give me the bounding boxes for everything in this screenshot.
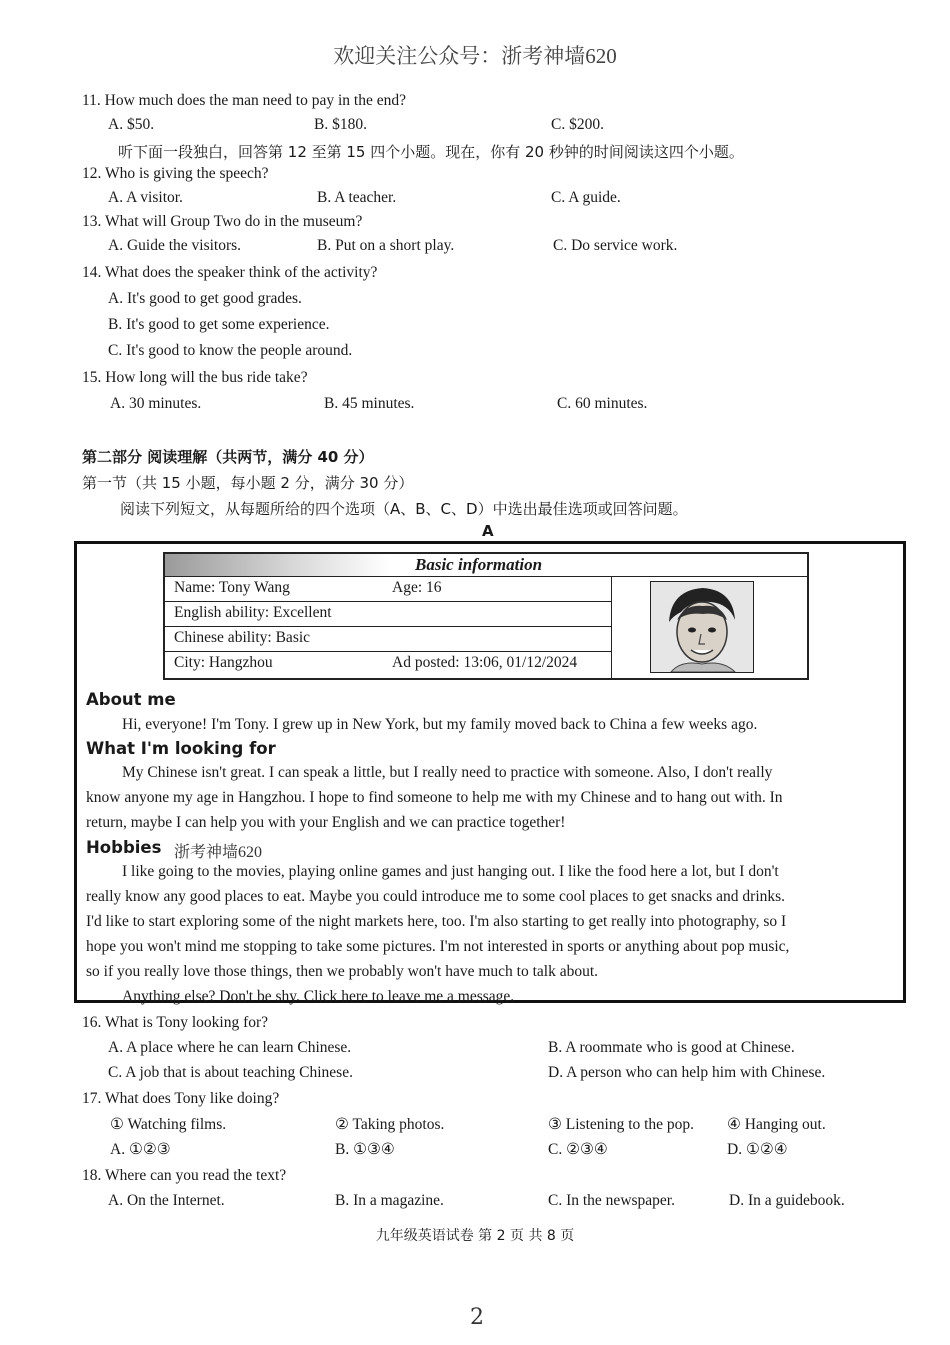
q17-item-4: ④ Hanging out. xyxy=(727,1116,826,1133)
name-field: Name: Tony Wang xyxy=(174,579,290,596)
question-12: 12. Who is giving the speech? xyxy=(82,165,269,182)
header-watermark: 欢迎关注公众号：浙考神墙620 xyxy=(333,44,617,68)
hobbies-line-5: so if you really love those things, then we probably won't have much to talk about. xyxy=(86,963,599,980)
q15-option-c: C. 60 minutes. xyxy=(557,395,648,412)
chinese-ability: Chinese ability: Basic xyxy=(174,629,311,646)
looking-for-line-1: My Chinese isn't great. I can speak a little, but I really need to practice with someone. Also, I don't really xyxy=(122,764,773,781)
basic-info-table xyxy=(163,552,809,680)
q15-option-a: A. 30 minutes. xyxy=(110,395,202,412)
age-field: Age: 16 xyxy=(392,579,442,596)
q11-option-c: C. $200. xyxy=(551,116,604,133)
looking-for-line-3: return, maybe I can help you with your English and we can practice together! xyxy=(86,814,566,831)
q13-option-a: A. Guide the visitors. xyxy=(108,237,242,254)
page-footer: 九年级英语试卷 第 2 页 共 8 页 xyxy=(375,1228,575,1244)
q17-item-2: ② Taking photos. xyxy=(335,1116,445,1133)
question-11: 11. How much does the man need to pay in the end? xyxy=(82,92,406,109)
portrait-image xyxy=(651,582,753,672)
q14-option-b: B. It's good to get some experience. xyxy=(108,316,330,333)
looking-for-line-2: know anyone my age in Hangzhou. I hope to find someone to help me with my Chinese and to hang out with. In xyxy=(86,789,783,806)
passage-label: A xyxy=(482,522,494,540)
hobbies-line-2: really know any good places to eat. Maybe you could introduce me to some cool places to get snacks and drinks. xyxy=(86,888,786,905)
question-14: 14. What does the speaker think of the activity? xyxy=(82,264,378,281)
q16-option-a: A. A place where he can learn Chinese. xyxy=(108,1039,352,1056)
q11-option-b: B. $180. xyxy=(314,116,367,133)
table-header xyxy=(165,554,807,577)
q16-option-d: D. A person who can help him with Chinese. xyxy=(548,1064,826,1081)
q12-option-b: B. A teacher. xyxy=(317,189,397,206)
question-13: 13. What will Group Two do in the museum? xyxy=(82,213,363,230)
q18-option-c: C. In the newspaper. xyxy=(548,1192,675,1209)
q14-option-a: A. It's good to get good grades. xyxy=(108,290,302,307)
q18-option-b: B. In a magazine. xyxy=(335,1192,444,1209)
q15-option-b: B. 45 minutes. xyxy=(324,395,415,412)
profile-photo xyxy=(650,581,754,673)
q17-option-d: D. ①②④ xyxy=(727,1141,788,1158)
hobbies-line-1: I like going to the movies, playing online games and just hanging out. I like the food here a lot, but I don't xyxy=(122,863,779,880)
looking-for-heading: What I'm looking for xyxy=(86,739,276,758)
table-title: Basic information xyxy=(415,555,543,574)
q17-item-1: ① Watching films. xyxy=(110,1116,227,1133)
q16-option-c: C. A job that is about teaching Chinese. xyxy=(108,1064,353,1081)
question-16: 16. What is Tony looking for? xyxy=(82,1014,269,1031)
q17-option-c: C. ②③④ xyxy=(548,1141,608,1158)
q17-option-b: B. ①③④ xyxy=(335,1141,395,1158)
about-me-text: Hi, everyone! I'm Tony. I grew up in New York, but my family moved back to China a few weeks ago. xyxy=(122,716,758,733)
question-17: 17. What does Tony like doing? xyxy=(82,1090,280,1107)
table-row xyxy=(165,651,611,676)
q12-option-a: A. A visitor. xyxy=(108,189,183,206)
question-15: 15. How long will the bus ride take? xyxy=(82,369,308,386)
q16-option-b: B. A roommate who is good at Chinese. xyxy=(548,1039,795,1056)
table-row xyxy=(165,601,611,627)
q12-option-c: C. A guide. xyxy=(551,189,621,206)
listening-instruction: 听下面一段独白，回答第 12 至第 15 四个小题。现在，你有 20 秒钟的时间阅读这四个小题。 xyxy=(118,143,744,161)
city-field: City: Hangzhou xyxy=(174,654,273,671)
q14-option-c: C. It's good to know the people around. xyxy=(108,342,353,359)
hobbies-line-4: hope you won't mind me stopping to take some pictures. I'm not interested in sports or anything about pop music, xyxy=(86,938,790,955)
q13-option-c: C. Do service work. xyxy=(553,237,678,254)
section-one-title: 第一节（共 15 小题，每小题 2 分，满分 30 分） xyxy=(82,474,414,492)
q17-option-a: A. ①②③ xyxy=(110,1141,171,1158)
q11-option-a: A. $50. xyxy=(108,116,155,133)
hobbies-line-3: I'd like to start exploring some of the night markets here, too. I'm also starting to get really into photography, so I xyxy=(86,913,787,930)
english-ability: English ability: Excellent xyxy=(174,604,332,621)
handwritten-page-number: 2 xyxy=(470,1305,484,1330)
hobbies-watermark: 浙考神墙620 xyxy=(174,844,263,861)
about-me-heading: About me xyxy=(86,690,176,709)
q13-option-b: B. Put on a short play. xyxy=(317,237,455,254)
closing-text: Anything else? Don't be shy. Click xyxy=(122,988,342,1005)
closing-line xyxy=(122,988,514,1006)
q17-item-3: ③ Listening to the pop. xyxy=(548,1116,695,1133)
ad-posted-field: Ad posted: 13:06, 01/12/2024 xyxy=(392,654,578,671)
question-18: 18. Where can you read the text? xyxy=(82,1167,287,1184)
leave-message-link[interactable]: here xyxy=(341,988,368,1005)
hobbies-heading: Hobbies xyxy=(86,838,162,857)
q18-option-a: A. On the Internet. xyxy=(108,1192,225,1209)
table-row xyxy=(165,626,611,652)
reading-instruction: 阅读下列短文，从每题所给的四个选项（A、B、C、D）中选出最佳选项或回答问题。 xyxy=(120,500,688,518)
q18-option-d: D. In a guidebook. xyxy=(729,1192,845,1209)
part-two-title: 第二部分 阅读理解（共两节，满分 40 分） xyxy=(82,448,374,466)
closing-text-end: to leave me a message. xyxy=(367,988,515,1005)
table-row xyxy=(165,576,611,602)
